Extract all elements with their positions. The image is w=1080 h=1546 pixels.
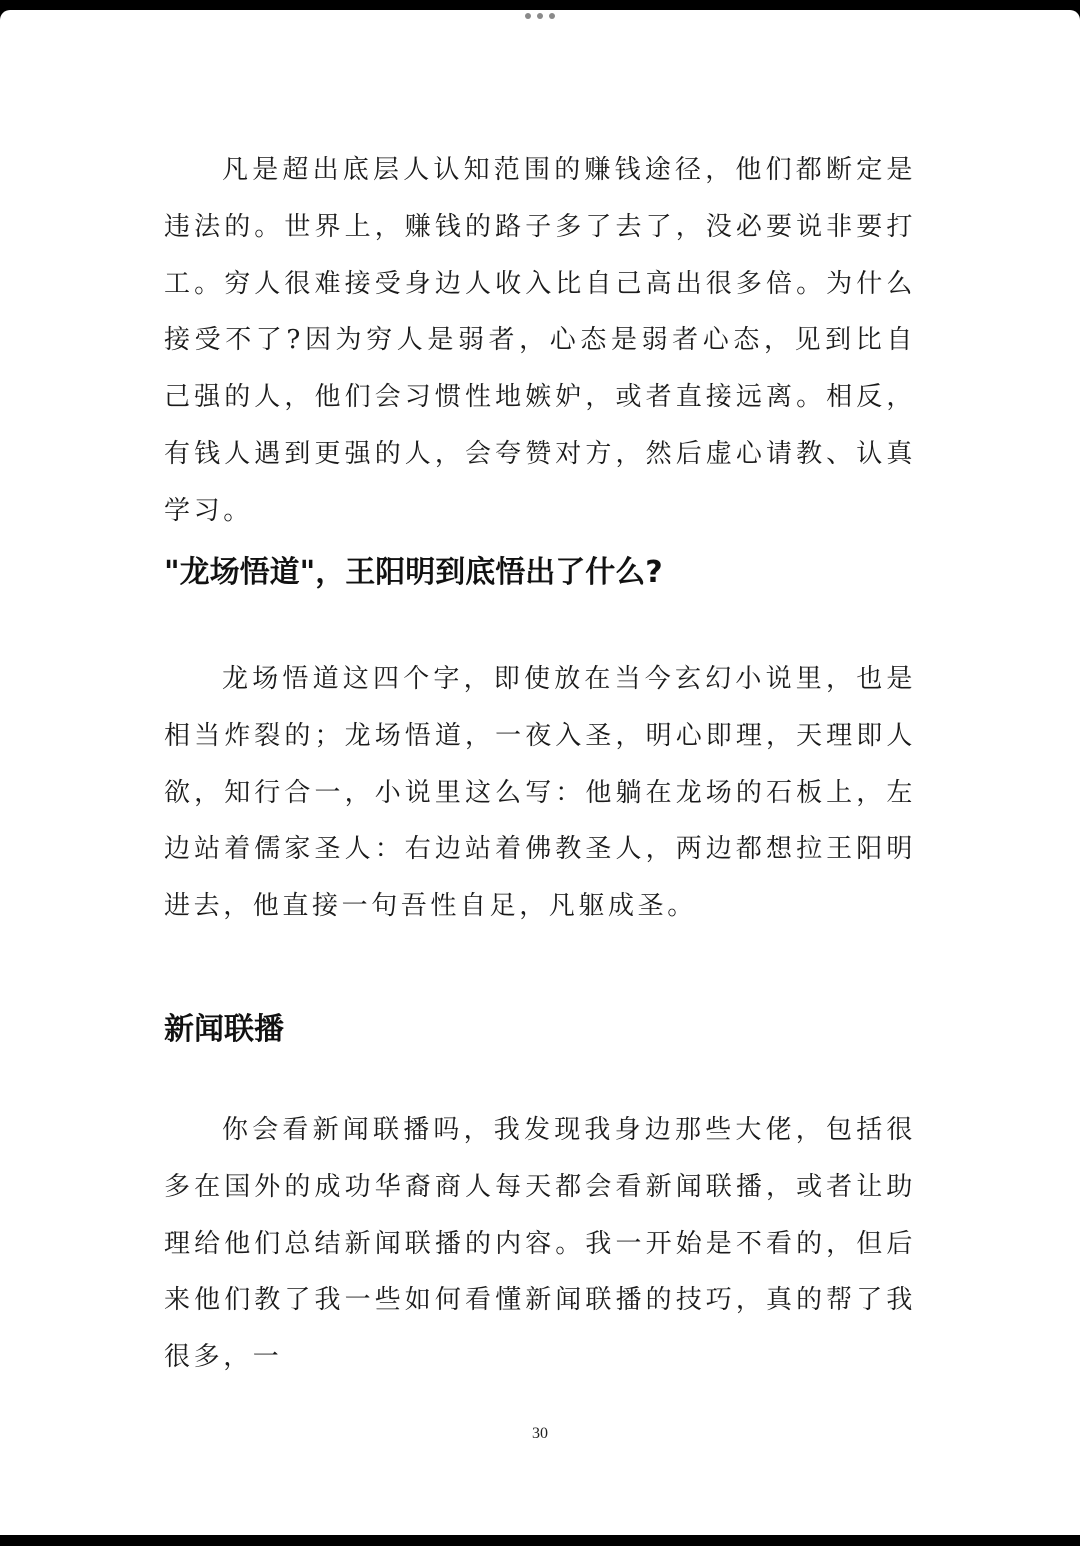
dot-icon xyxy=(549,13,555,19)
page-number: 30 xyxy=(532,1425,548,1442)
paragraph-poor-mindset: 凡是超出底层人认知范围的赚钱途径，他们都断定是违法的。世界上，赚钱的路子多了去了，没必要说非要打工。穷人很难接受身边人收入比自己高出很多倍。为什么接受不了?因为穷人是弱者，心态是弱者心态，见到比自己强的人，他们会习惯性地嫉妒，或者直接远离。相反，有钱人遇到更强的人，会夸赞对方，然后虚心请教、认真学习。 xyxy=(164,155,916,526)
heading-news-broadcast: 新闻联播 xyxy=(164,1012,284,1047)
dot-icon xyxy=(537,13,543,19)
paragraph-longchang: 龙场悟道这四个字，即使放在当今玄幻小说里，也是相当炸裂的；龙场悟道，一夜入圣，明心即理，天理即人欲，知行合一，小说里这么写：他躺在龙场的石板上，左边站着儒家圣人：右边站着佛教圣人，两边都想拉王阳明进去，他直接一句吾性自足，凡躯成圣。 xyxy=(164,664,916,922)
more-options-icon[interactable] xyxy=(525,13,555,19)
heading-longchang-enlightenment: "龙场悟道"，王阳明到底悟出了什么? xyxy=(164,555,663,590)
document-page[interactable] xyxy=(0,10,1080,1535)
paragraph-news-broadcast: 你会看新闻联播吗，我发现我身边那些大佬，包括很多在国外的成功华裔商人每天都会看新闻联播，或者让助理给他们总结新闻联播的内容。我一开始是不看的，但后来他们教了我一些如何看懂新闻联播的技巧，真的帮了我很多，一 xyxy=(164,1115,916,1373)
dot-icon xyxy=(525,13,531,19)
